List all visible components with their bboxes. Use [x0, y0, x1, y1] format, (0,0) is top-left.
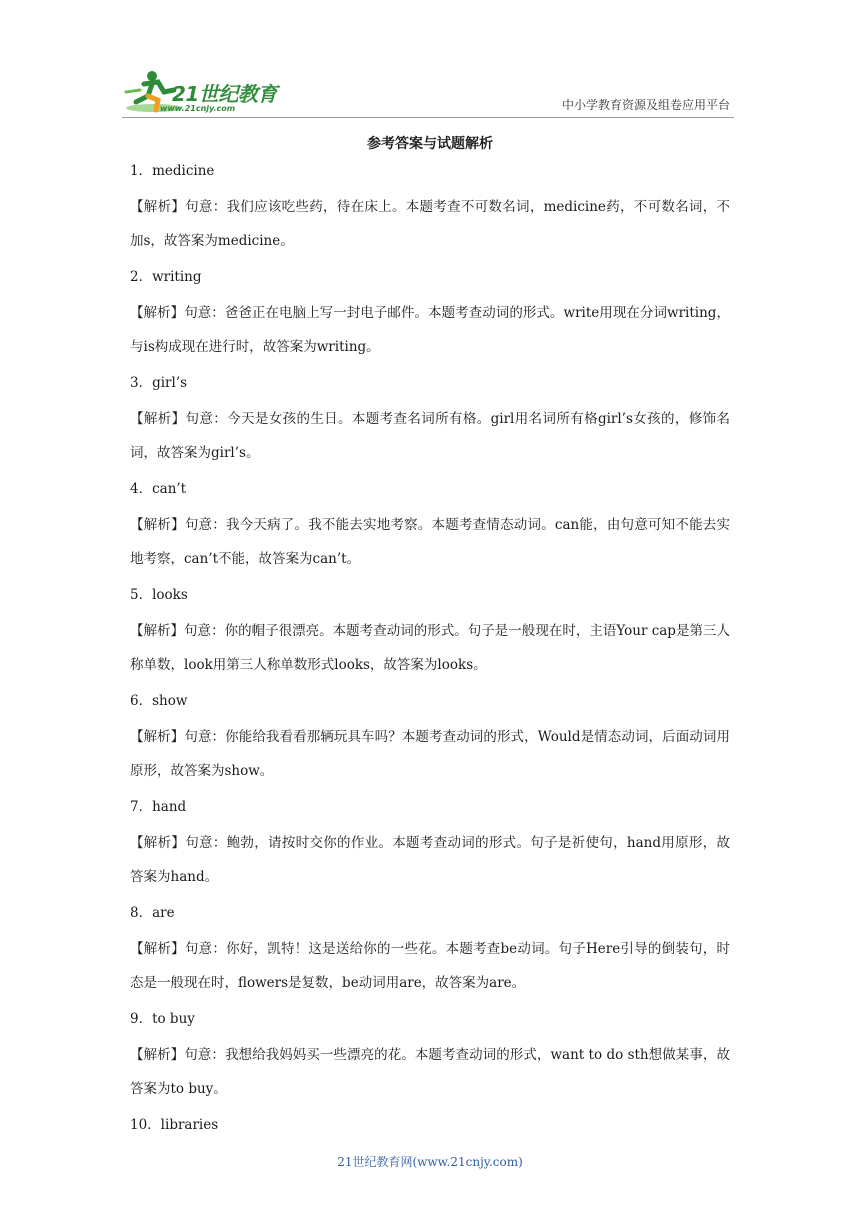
answer-line: 9．to buy — [130, 1011, 195, 1027]
analysis-text: 【解析】句意：今天是女孩的生日。本题考查名词所有格。girl用名词所有格girl’s女孩的，修饰名词，故答案为girl’s。 — [130, 411, 730, 461]
analysis-text: 【解析】句意：你的帽子很漂亮。本题考查动词的形式。句子是一般现在时，主语Your cap是第三人称单数，look用第三人称单数形式looks，故答案为looks。 — [130, 623, 730, 673]
logo-text: 21世纪教育 — [172, 82, 277, 106]
answer-line: 3．girl’s — [130, 375, 188, 391]
logo-url: www.21cnjy.com — [160, 104, 236, 113]
answer-item — [130, 264, 730, 364]
analysis-text: 【解析】句意：爸爸正在电脑上写一封电子邮件。本题考查动词的形式。write用现在分词writing，与is构成现在进行时，故答案为writing。 — [130, 305, 730, 355]
analysis-text: 【解析】句意：我想给我妈妈买一些漂亮的花。本题考查动词的形式，want to do sth想做某事，故答案为to buy。 — [130, 1047, 730, 1097]
analysis-text: 【解析】句意：鲍勃，请按时交你的作业。本题考查动词的形式。句子是祈使句，hand用原形，故答案为hand。 — [130, 835, 730, 885]
header-tagline: 中小学教育资源及组卷应用平台 — [561, 98, 730, 112]
answer-line: 2．writing — [130, 269, 202, 285]
answer-line: 7．hand — [130, 799, 187, 815]
answer-item — [130, 158, 730, 258]
answer-item — [130, 1112, 730, 1138]
answer-line: 6．show — [130, 693, 188, 709]
answer-item — [130, 688, 730, 788]
page-title: 参考答案与试题解析 — [367, 136, 493, 152]
answer-line: 10．libraries — [130, 1117, 219, 1133]
page-footer: 21世纪教育网(www.21cnjy.com) — [337, 1155, 523, 1169]
answer-line: 1．medicine — [130, 163, 215, 179]
answer-line: 4．can’t — [130, 481, 187, 497]
answer-item — [130, 900, 730, 1000]
answer-line: 8．are — [130, 905, 175, 921]
answer-line: 5．looks — [130, 587, 188, 603]
answer-list — [130, 158, 730, 1144]
answer-item — [130, 582, 730, 682]
analysis-text: 【解析】句意：你能给我看看那辆玩具车吗？本题考查动词的形式，Would是情态动词，后面动词用原形，故答案为show。 — [130, 729, 730, 779]
analysis-text: 【解析】句意：我们应该吃些药，待在床上。本题考查不可数名词，medicine药，不可数名词，不加s，故答案为medicine。 — [130, 199, 730, 249]
answer-item — [130, 370, 730, 470]
answer-item — [130, 794, 730, 894]
page-header — [0, 0, 860, 118]
analysis-text: 【解析】句意：我今天病了。我不能去实地考察。本题考查情态动词。can能，由句意可知不能去实地考察，can’t不能，故答案为can’t。 — [130, 517, 730, 567]
analysis-text: 【解析】句意：你好，凯特！这是送给你的一些花。本题考查be动词。句子Here引导的倒装句，时态是一般现在时，flowers是复数，be动词用are，故答案为are。 — [130, 941, 730, 991]
header-divider — [122, 117, 734, 118]
answer-item — [130, 1006, 730, 1106]
answer-item — [130, 476, 730, 576]
